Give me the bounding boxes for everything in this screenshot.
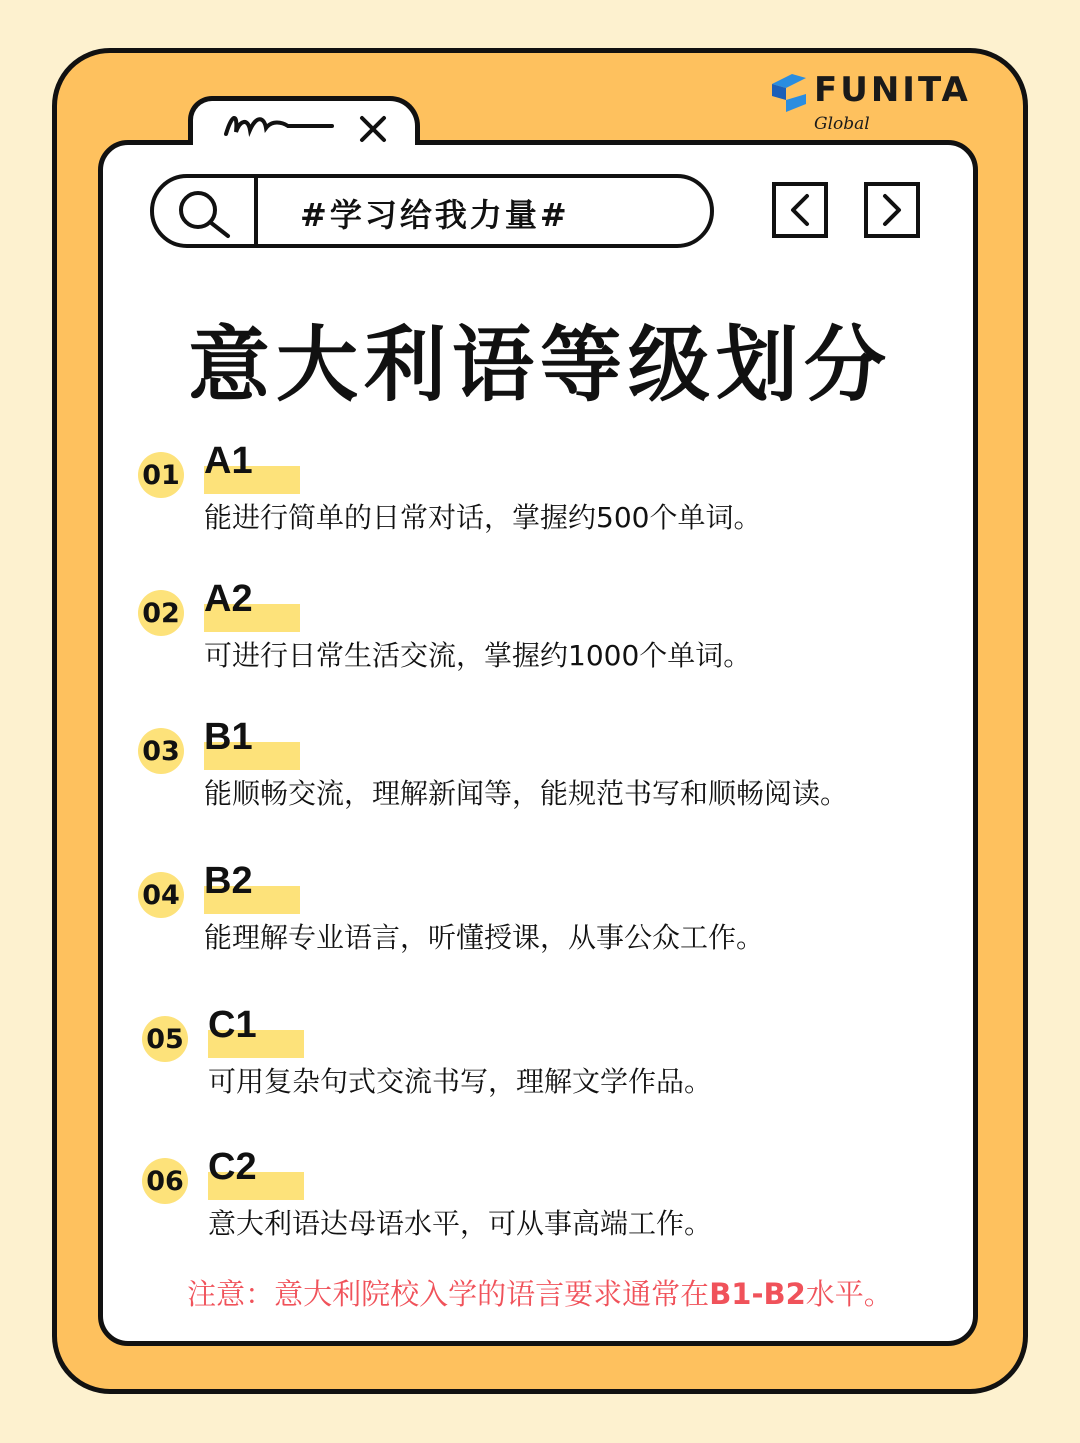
level-item	[138, 578, 958, 704]
search-icon[interactable]	[170, 186, 240, 240]
chevron-right-icon	[877, 192, 907, 228]
level-description: 能顺畅交流，理解新闻等，能规范书写和顺畅阅读。	[204, 777, 849, 810]
level-code: C2	[208, 1146, 257, 1188]
level-code: B2	[204, 860, 253, 902]
level-description: 能理解专业语言，听懂授课，从事公众工作。	[204, 921, 765, 954]
level-description: 能进行简单的日常对话，掌握约500个单词。	[204, 501, 762, 534]
level-item	[142, 1146, 962, 1272]
brand-subtitle: Global	[814, 114, 870, 134]
level-number: 05	[142, 1016, 188, 1062]
level-code: A1	[204, 440, 253, 482]
logo-icon	[770, 72, 808, 114]
level-code: B1	[204, 716, 253, 758]
level-item	[138, 716, 958, 842]
search-divider	[254, 176, 258, 246]
level-description: 可用复杂句式交流书写，理解文学作品。	[208, 1065, 713, 1098]
scribble-icon	[222, 108, 342, 142]
level-number: 03	[138, 728, 184, 774]
level-code: A2	[204, 578, 253, 620]
note-suffix: 水平。	[805, 1277, 893, 1311]
level-item	[138, 860, 958, 986]
level-number: 04	[138, 872, 184, 918]
close-icon[interactable]	[358, 114, 388, 144]
level-item	[138, 440, 958, 566]
note-prefix: 注意：意大利院校入学的语言要求通常在	[187, 1277, 710, 1311]
prev-button[interactable]	[772, 182, 828, 238]
level-number: 02	[138, 590, 184, 636]
level-number: 06	[142, 1158, 188, 1204]
level-number: 01	[138, 452, 184, 498]
level-description: 意大利语达母语水平，可从事高端工作。	[208, 1207, 713, 1240]
brand-logo	[770, 70, 970, 140]
page-title: 意大利语等级划分	[187, 318, 892, 413]
admission-note	[0, 1272, 1080, 1313]
chevron-left-icon	[785, 192, 815, 228]
brand-name: FUNITA	[814, 70, 971, 110]
search-text: #学习给我力量#	[300, 196, 570, 234]
level-description: 可进行日常生活交流，掌握约1000个单词。	[204, 639, 752, 672]
next-button[interactable]	[864, 182, 920, 238]
level-code: C1	[208, 1004, 257, 1046]
level-item	[142, 1004, 962, 1130]
note-level-range: B1-B2	[709, 1277, 806, 1311]
